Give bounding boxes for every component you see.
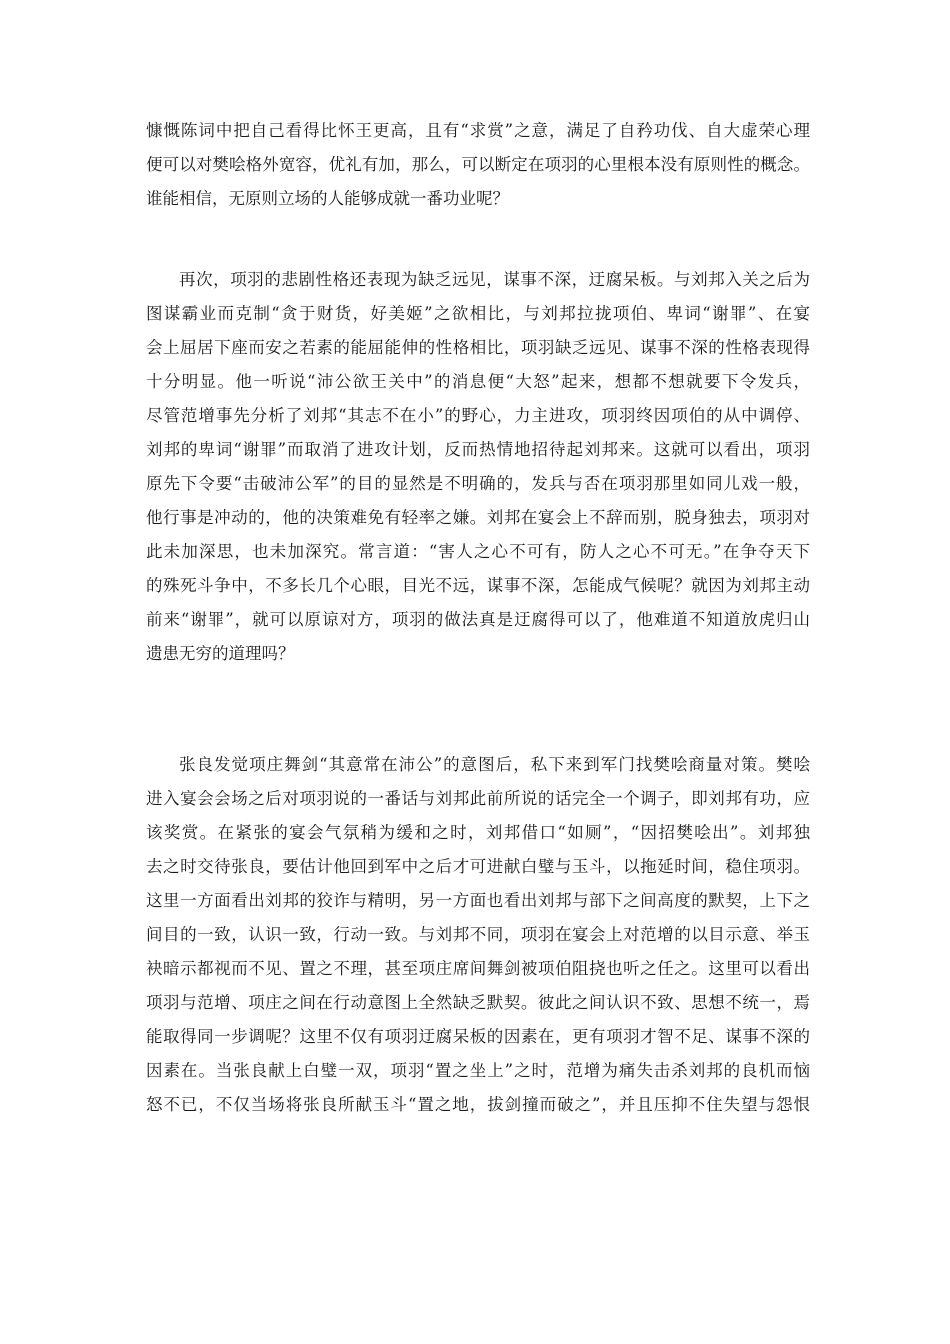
paragraph-2 [146, 263, 810, 671]
text-line: 去之时交待张良，要估计他回到军中之后才可进献白璧与玉斗，以拖延时间，稳住项羽。 [146, 857, 810, 876]
paragraph-1 [146, 114, 810, 216]
text-line: 间目的一致，认识一致，行动一致。与刘邦不同，项羽在宴会上对范增的以目示意、举玉 [146, 925, 810, 944]
text-line: 谁能相信，无原则立场的人能够成就一番功业呢？ [146, 189, 509, 208]
text-line: 因素在。当张良献上白璧一双，项羽“置之坐上”之时，范增为痛失击杀刘邦的良机而恼 [146, 1061, 810, 1080]
text-line: 进入宴会会场之后对项羽说的一番话与刘邦此前所说的话完全一个调子，即刘邦有功，应 [146, 789, 810, 808]
text-line: 的殊死斗争中，不多长几个心眼，目光不远，谋事不深，怎能成气候呢？就因为刘邦主动 [146, 576, 810, 595]
paragraph-3 [146, 748, 810, 1122]
text-line: 图谋霸业而克制“贪于财货，好美姬”之欲相比，与刘邦拉拢项伯、卑词“谢罪”、在宴 [146, 304, 810, 323]
text-line: 慷慨陈词中把自己看得比怀王更高，且有“求赏”之意，满足了自矜功伐、自大虚荣心理 [146, 121, 810, 140]
text-line: 该奖赏。在紧张的宴会气氛稍为缓和之时，刘邦借口“如厕”，“因招樊哙出”。刘邦独 [146, 823, 810, 842]
text-line: 项羽与范增、项庄之间在行动意图上全然缺乏默契。彼此之间认识不致、思想不统一，焉 [146, 993, 810, 1012]
text-line: 便可以对樊哙格外宽容，优礼有加，那么，可以断定在项羽的心里根本没有原则性的概念。 [146, 155, 810, 174]
text-line: 此未加深思，也未加深究。常言道：“害人之心不可有，防人之心不可无。”在争夺天下 [146, 542, 810, 561]
text-line: 张良发觉项庄舞剑“其意常在沛公”的意图后，私下来到军门找樊哙商量对策。樊哙 [179, 755, 810, 774]
text-line: 能取得同一步调呢？这里不仅有项羽迂腐呆板的因素在，更有项羽才智不足、谋事不深的 [146, 1027, 810, 1046]
text-line: 会上屈居下座而安之若素的能屈能伸的性格相比，项羽缺乏远见、谋事不深的性格表现得 [146, 338, 810, 357]
text-line: 怒不已，不仅当场将张良所献玉斗“置之地，拔剑撞而破之”，并且压抑不住失望与怨恨 [146, 1095, 810, 1114]
text-line: 十分明显。他一听说“沛公欲王关中”的消息便“大怒”起来，想都不想就要下令发兵， [146, 372, 810, 391]
text-line: 原先下令要“击破沛公军”的目的显然是不明确的，发兵与否在项羽那里如同儿戏一般， [146, 474, 810, 493]
text-line: 尽管范增事先分析了刘邦“其志不在小”的野心，力主进攻，项羽终因项伯的从中调停、 [146, 406, 810, 425]
text-line: 遗患无穷的道理吗？ [146, 644, 295, 663]
text-line: 再次，项羽的悲剧性格还表现为缺乏远见，谋事不深，迂腐呆板。与刘邦入关之后为 [179, 270, 810, 289]
text-line: 袂暗示都视而不见、置之不理，甚至项庄席间舞剑被项伯阻挠也听之任之。这里可以看出 [146, 959, 810, 978]
text-line: 这里一方面看出刘邦的狡诈与精明，另一方面也看出刘邦与部下之间高度的默契，上下之 [146, 891, 810, 910]
text-line: 刘邦的卑词“谢罪”而取消了进攻计划，反而热情地招待起刘邦来。这就可以看出，项羽 [146, 440, 810, 459]
text-line: 他行事是冲动的，他的决策难免有轻率之嫌。刘邦在宴会上不辞而别，脱身独去，项羽对 [146, 508, 810, 527]
text-line: 前来“谢罪”，就可以原谅对方，项羽的做法真是迂腐得可以了，他难道不知道放虎归山 [146, 610, 810, 629]
